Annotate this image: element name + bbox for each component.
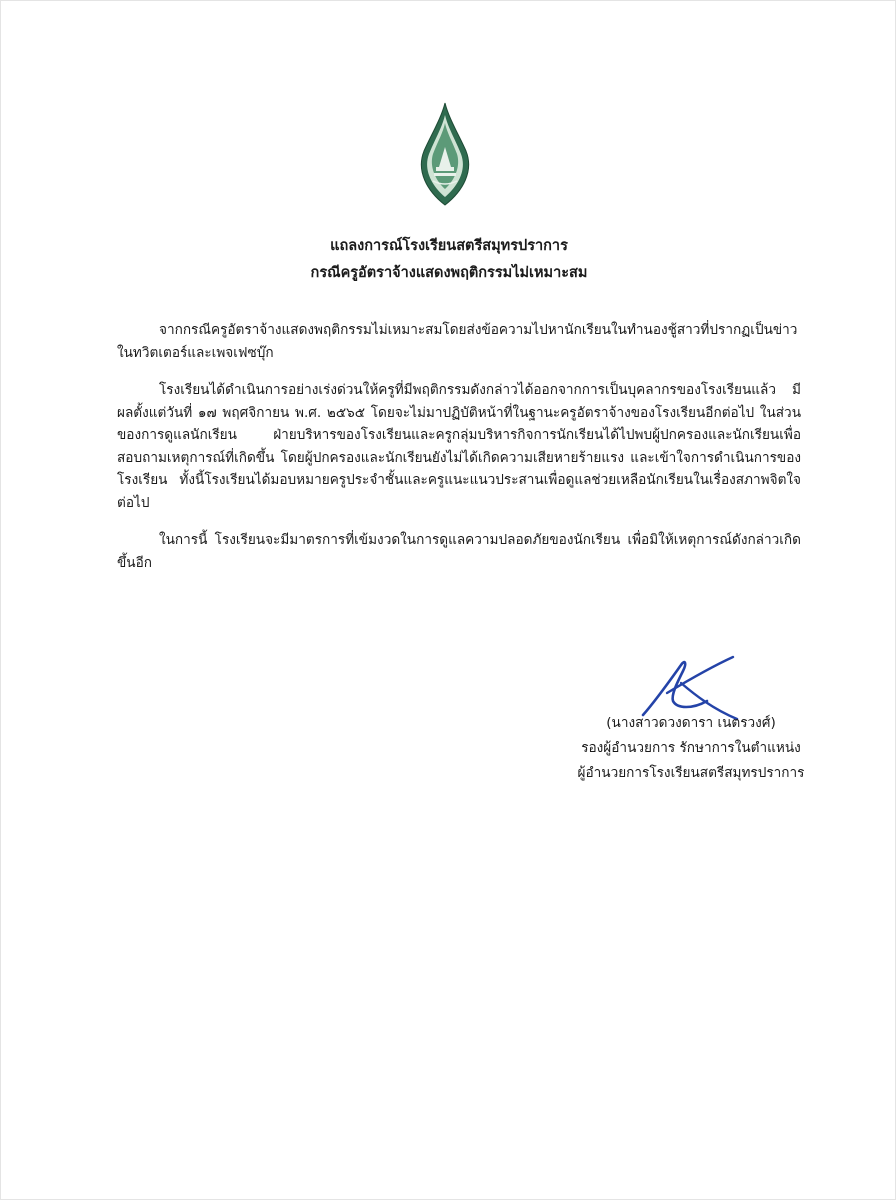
letter-body [117, 319, 801, 589]
signer-position-2: ผู้อำนวยการโรงเรียนสตรีสมุทรปราการ [577, 765, 805, 781]
title-line-1: แถลงการณ์โรงเรียนสตรีสมุทรปราการ [330, 238, 568, 254]
paragraph-3: ในการนี้ โรงเรียนจะมีมาตรการที่เข้มงวดในการดูแลความปลอดภัยของนักเรียน เพื่อมิให้เหตุการณ์ดังกล่าวเกิดขึ้นอีก [117, 532, 801, 571]
paragraph-2: โรงเรียนได้ดำเนินการอย่างเร่งด่วนให้ครูที่มีพฤติกรรมดังกล่าวได้ออกจากการเป็นบุคลากรของโรงเรียนแล้ว มีผลตั้งแต่วันที่ ๑๗ พฤศจิกายน พ.ศ. ๒๕๖๕ โดยจะไม่มาปฏิบัติหน้าที่ในฐานะครูอัตราจ้างของโรงเรียนอีกต่อไป ในส่วนของการดูแลนักเรียน ฝ่ายบริหารของโรงเรียนและครูกลุ่มบริหารกิจการนักเรียนได้ไปพบผู้ปกครองและนักเรียนเพื่อสอบถามเหตุการณ์ที่เกิดขึ้น โดยผู้ปกครองและนักเรียนยังไม่ได้เกิดความเสียหายร้ายแรง และเข้าใจการดำเนินการของโรงเรียน ทั้งนี้โรงเรียนได้มอบหมายครูประจำชั้นและครูแนะแนวประสานเพื่อดูแลช่วยเหลือนักเรียนในเรื่องสภาพจิตใจต่อไป [117, 382, 801, 511]
signer-block [521, 711, 861, 786]
signer-name: (นางสาวดวงดารา เนตรวงศ์) [606, 715, 776, 731]
school-emblem-icon [419, 101, 471, 207]
letter-title [1, 233, 896, 287]
paragraph-1: จากกรณีครูอัตราจ้างแสดงพฤติกรรมไม่เหมาะสมโดยส่งข้อความไปหานักเรียนในทำนองชู้สาวที่ปรากฏเป็นข่าวในทวิตเตอร์และเพจเฟซบุ๊ก [117, 322, 798, 361]
title-line-2: กรณีครูอัตราจ้างแสดงพฤติกรรมไม่เหมาะสม [310, 265, 588, 281]
signer-position-1: รองผู้อำนวยการ รักษาการในตำแหน่ง [581, 740, 801, 756]
